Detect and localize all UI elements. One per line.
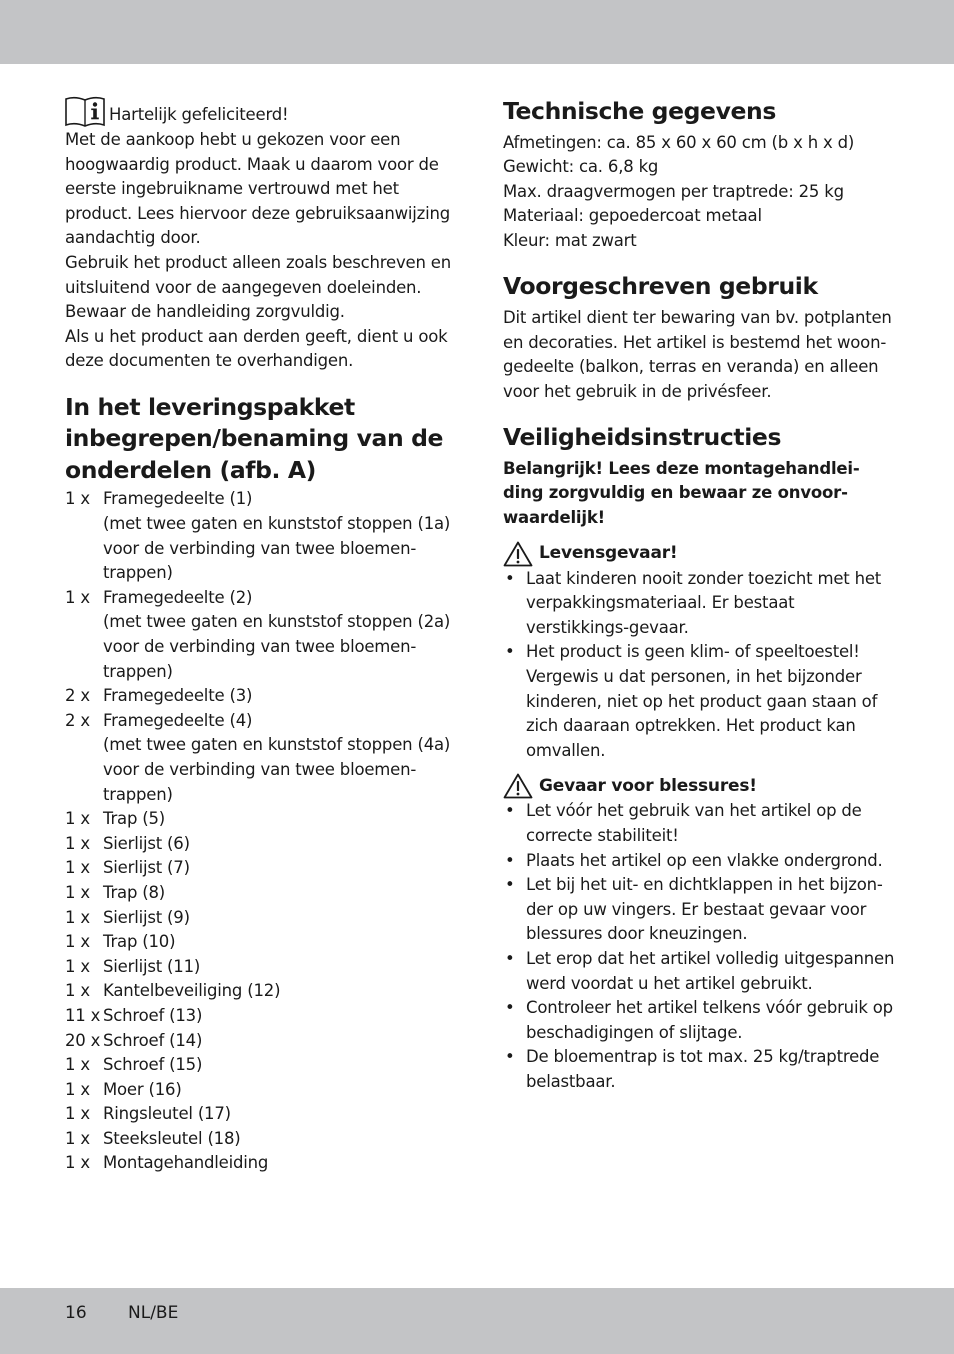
intended-use-heading: Voorgeschreven gebruik <box>503 272 818 301</box>
locale-label: NL/BE <box>128 1303 179 1323</box>
technical-line: Kleur: mat zwart <box>503 230 637 250</box>
part-label: Sierlijst (7) <box>103 858 190 878</box>
part-qty: 1 x <box>65 833 90 853</box>
bullet-icon: • <box>505 642 515 662</box>
bullet-icon: • <box>505 568 515 588</box>
bullet-icon: • <box>505 1047 515 1067</box>
injury-warning-heading <box>503 773 895 799</box>
greeting-text: Hartelijk gefeliciteerd! <box>109 105 289 125</box>
page-number: 16 <box>65 1303 87 1323</box>
part-label: Trap (10) <box>103 932 176 952</box>
parts-list-item <box>65 1004 455 1029</box>
part-qty: 2 x <box>65 710 90 730</box>
technical-line: Materiaal: gepoedercoat metaal <box>503 206 762 226</box>
parts-list-item <box>65 1078 455 1103</box>
list-item: • De bloementrap is tot max. 25 kg/traptrede belastbaar. <box>503 1045 895 1094</box>
part-note: (met twee gaten en kunststof stoppen (2a) voor de verbinding van twee bloemen-trappen) <box>103 612 451 681</box>
part-label: Moer (16) <box>103 1079 182 1099</box>
parts-list-item <box>65 955 455 980</box>
danger-title: Levensgevaar! <box>539 543 678 564</box>
part-qty: 1 x <box>65 932 90 952</box>
part-qty: 1 x <box>65 858 90 878</box>
list-item: • Plaats het artikel op een vlakke ondergrond. <box>503 849 895 874</box>
bullet-icon: • <box>505 875 515 895</box>
safety-important-note: Belangrijk! Lees deze montagehandlei-ding zorgvuldig en bewaar ze onvoor-waardelijk! <box>503 458 860 528</box>
safety-heading: Veiligheidsinstructies <box>503 423 782 452</box>
header-bar <box>0 0 954 64</box>
part-qty: 1 x <box>65 907 90 927</box>
parts-list-item <box>65 856 455 881</box>
part-label: Schroef (13) <box>103 1005 203 1025</box>
technical-line: Max. draagvermogen per traptrede: 25 kg <box>503 181 844 201</box>
parts-list-item <box>65 832 455 857</box>
danger-list <box>503 567 895 764</box>
part-qty: 1 x <box>65 1153 90 1173</box>
intro-paragraph-3: Als u het product aan derden geeft, dient u ook deze documenten te overhandigen. <box>65 326 448 371</box>
technical-list <box>503 131 895 254</box>
parts-list-item <box>65 1127 455 1152</box>
part-label: Montagehandleiding <box>103 1153 269 1173</box>
parts-list-item <box>65 881 455 906</box>
part-qty: 1 x <box>65 587 90 607</box>
warning-triangle-icon <box>503 541 533 567</box>
list-item: • Let vóór het gebruik van het artikel op de correcte stabiliteit! <box>503 799 895 848</box>
part-qty: 1 x <box>65 489 90 509</box>
parts-list-item <box>65 1151 455 1176</box>
parts-list <box>65 487 455 1176</box>
part-label: Framegedeelte (1) <box>103 489 253 509</box>
technical-line: Afmetingen: ca. 85 x 60 x 60 cm (b x h x d) <box>503 132 855 152</box>
parts-list-item <box>65 709 455 807</box>
part-note: (met twee gaten en kunststof stoppen (4a) voor de verbinding van twee bloemen-trappen) <box>103 735 451 804</box>
parts-list-item <box>65 684 455 709</box>
intro-paragraph-1: Met de aankoop hebt u gekozen voor een hoogwaardig product. Maak u daarom voor de eerste ingebruikname vertrouwd met het product. Lees hiervoor deze gebruiksaanwijzing aandachtig door. <box>65 130 451 248</box>
part-label: Framegedeelte (2) <box>103 587 253 607</box>
technical-line: Gewicht: ca. 6,8 kg <box>503 157 659 177</box>
danger-warning-heading <box>503 541 895 567</box>
list-item: • Let bij het uit- en dichtklappen in het bijzon-der op uw vingers. Er bestaat gevaar voor blessures door kneuzingen. <box>503 873 895 947</box>
intro-paragraph-2: Gebruik het product alleen zoals beschreven en uitsluitend voor de aangegeven doeleinden. Bewaar de handleiding zorgvuldig. <box>65 252 451 322</box>
part-qty: 1 x <box>65 1079 90 1099</box>
parts-list-item <box>65 807 455 832</box>
injury-title: Gevaar voor blessures! <box>539 776 757 797</box>
part-label: Sierlijst (11) <box>103 956 201 976</box>
part-note: (met twee gaten en kunststof stoppen (1a) voor de verbinding van twee bloemen-trappen) <box>103 514 451 583</box>
left-column <box>65 96 455 1176</box>
parts-list-item <box>65 1029 455 1054</box>
warning-triangle-icon <box>503 773 533 799</box>
parts-list-item <box>65 979 455 1004</box>
part-label: Ringsleutel (17) <box>103 1104 231 1124</box>
part-label: Framegedeelte (4) <box>103 710 253 730</box>
part-qty: 1 x <box>65 809 90 829</box>
part-qty: 1 x <box>65 1128 90 1148</box>
part-qty: 1 x <box>65 1104 90 1124</box>
delivery-heading: In het leveringspakket inbegrepen/benaming van de onderdelen (afb. A) <box>65 392 444 484</box>
part-qty: 20 x <box>65 1030 101 1050</box>
part-label: Sierlijst (9) <box>103 907 190 927</box>
list-item: • Laat kinderen nooit zonder toezicht met het verpakkingsmateriaal. Er bestaat verstikkings-gevaar. <box>503 567 895 641</box>
part-label: Trap (8) <box>103 882 166 902</box>
parts-list-item <box>65 906 455 931</box>
part-label: Framegedeelte (3) <box>103 686 253 706</box>
technical-heading: Technische gegevens <box>503 97 776 125</box>
part-qty: 1 x <box>65 882 90 902</box>
part-label: Steeksleutel (18) <box>103 1128 241 1148</box>
part-label: Schroef (15) <box>103 1055 203 1075</box>
part-qty: 1 x <box>65 981 90 1001</box>
right-column <box>503 96 895 1095</box>
part-qty: 11 x <box>65 1005 101 1025</box>
parts-list-item <box>65 586 455 684</box>
intro-greeting-line <box>65 96 455 128</box>
part-label: Trap (5) <box>103 809 166 829</box>
info-book-icon <box>65 96 105 128</box>
part-qty: 2 x <box>65 686 90 706</box>
parts-list-item <box>65 1102 455 1127</box>
bullet-icon: • <box>505 801 515 821</box>
part-qty: 1 x <box>65 1055 90 1075</box>
part-label: Schroef (14) <box>103 1030 203 1050</box>
list-item: • Let erop dat het artikel volledig uitgespannen werd voordat u het artikel gebruikt. <box>503 947 895 996</box>
part-qty: 1 x <box>65 956 90 976</box>
bullet-icon: • <box>505 850 515 870</box>
bullet-icon: • <box>505 948 515 968</box>
injury-list <box>503 799 895 1094</box>
bullet-icon: • <box>505 998 515 1018</box>
part-label: Sierlijst (6) <box>103 833 190 853</box>
list-item: • Het product is geen klim- of speeltoestel! Vergewis u dat personen, in het bijzonder kinderen, niet op het product gaan staan of zich daaraan optrekken. Het product kan omvallen. <box>503 640 895 763</box>
list-item: • Controleer het artikel telkens vóór gebruik op beschadigingen of slijtage. <box>503 996 895 1045</box>
parts-list-item <box>65 487 455 585</box>
intended-use-text: Dit artikel dient ter bewaring van bv. potplanten en decoraties. Het artikel is bestemd het woon-gedeelte (balkon, terras en veranda) en alleen voor het gebruik in de privésfeer. <box>503 307 892 401</box>
parts-list-item <box>65 1053 455 1078</box>
parts-list-item <box>65 930 455 955</box>
part-label: Kantelbeveiliging (12) <box>103 981 281 1001</box>
